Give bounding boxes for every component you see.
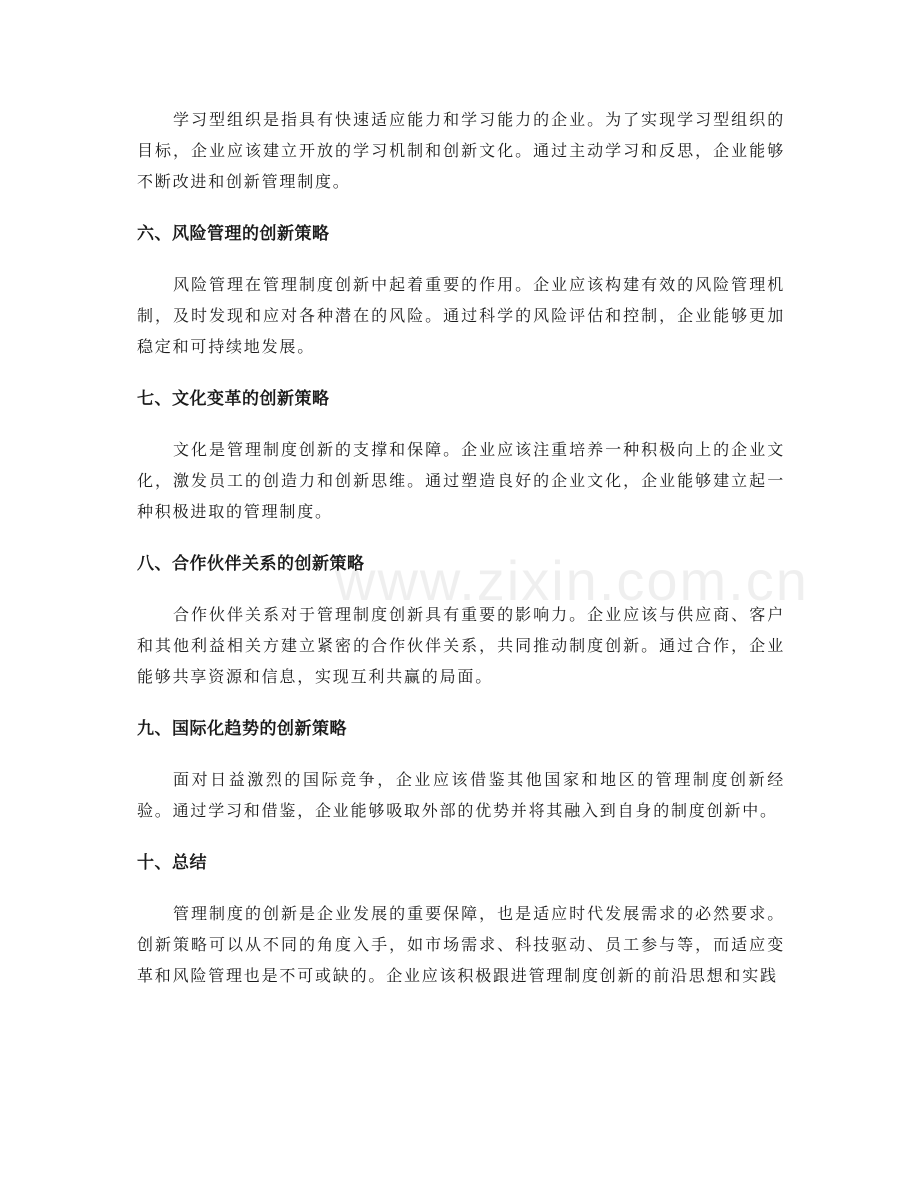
spacer (137, 742, 785, 764)
intro-paragraph: 学习型组织是指具有快速适应能力和学习能力的企业。为了实现学习型组织的目标，企业应该建立开放的学习机制和创新文化。通过主动学习和反思，企业能够不断改进和创新管理制度。 (137, 110, 785, 191)
spacer (137, 412, 785, 434)
spacer (137, 362, 785, 386)
spacer (137, 692, 785, 716)
section-heading-international: 九、国际化趋势的创新策略 (137, 719, 347, 739)
section-paragraph-summary: 管理制度的创新是企业发展的重要保障，也是适应时代发展需求的必然要求。创新策略可以从不同的角度入手，如市场需求、科技驱动、员工参与等，而适应变革和风险管理也是不可或缺的。企业应该积极跟进管理制度创新的前沿思想和实践 (137, 904, 785, 985)
section-heading-summary: 十、总结 (137, 853, 207, 873)
spacer (137, 826, 785, 850)
section-paragraph-culture: 文化是管理制度创新的支撑和保障。企业应该注重培养一种积极向上的企业文化，激发员工的创造力和创新思维。通过塑造良好的企业文化，企业能够建立起一种积极进取的管理制度。 (137, 440, 785, 521)
section-heading-risk: 六、风险管理的创新策略 (137, 224, 330, 244)
spacer (137, 197, 785, 221)
section-heading-culture: 七、文化变革的创新策略 (137, 389, 330, 409)
section-paragraph-risk: 风险管理在管理制度创新中起着重要的作用。企业应该构建有效的风险管理机制，及时发现和应对各种潜在的风险。通过科学的风险评估和控制，企业能够更加稳定和可持续地发展。 (137, 275, 785, 356)
spacer (137, 247, 785, 269)
section-paragraph-international: 面对日益激烈的国际竞争，企业应该借鉴其他国家和地区的管理制度创新经验。通过学习和借鉴，企业能够吸取外部的优势并将其融入到自身的制度创新中。 (137, 770, 785, 820)
watermark: www.zixin.com.cn (335, 549, 809, 612)
section-heading-partnership: 八、合作伙伴关系的创新策略 (137, 554, 365, 574)
spacer (137, 876, 785, 898)
section-paragraph-partnership: 合作伙伴关系对于管理制度创新具有重要的影响力。企业应该与供应商、客户和其他利益相关方建立紧密的合作伙伴关系，共同推动制度创新。通过合作，企业能够共享资源和信息，实现互利共赢的局面。 (137, 605, 785, 686)
